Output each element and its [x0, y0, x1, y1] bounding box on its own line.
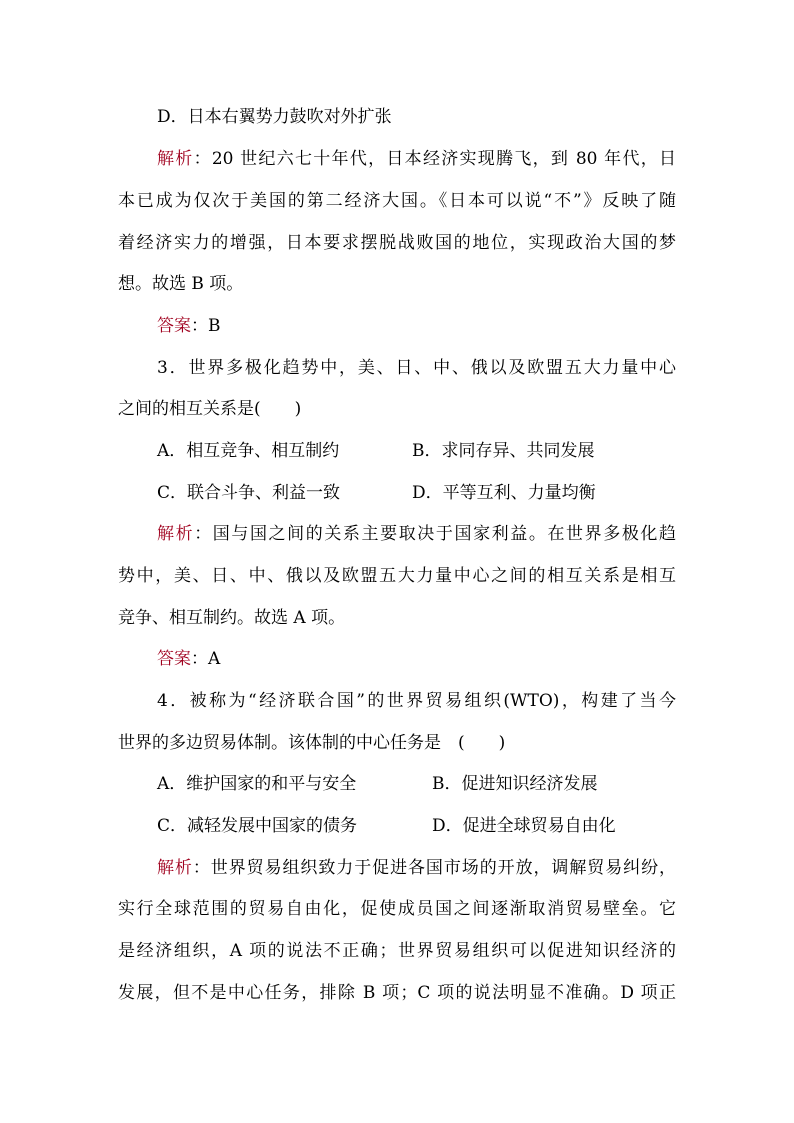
q2-analysis-line-1: 解析：20 世纪六七十年代，日本经济实现腾飞，到 80 年代，日: [157, 149, 676, 169]
q3-option-a: A．相互竞争、相互制约: [157, 441, 340, 461]
q3-answer-value: ：A: [191, 649, 221, 669]
q4-option-c: C．减轻发展中国家的债务: [157, 816, 358, 836]
q2-analysis-label: 解析: [157, 149, 194, 169]
q4-stem-line-2: 世界的多边贸易体制。该体制的中心任务是 ( ): [118, 733, 506, 753]
q2-answer-value: ：B: [191, 316, 221, 336]
q3-option-d: D．平等互利、力量均衡: [412, 483, 596, 503]
q4-stem-line-1: 4．被称为“经济联合国”的世界贸易组织(WTO)，构建了当今: [157, 691, 676, 711]
q4-option-d: D．促进全球贸易自由化: [432, 816, 616, 836]
q3-stem-line-2: 之间的相互关系是( ): [118, 399, 302, 419]
q3-analysis-line-3: 竞争、相互制约。故选 A 项。: [118, 608, 346, 628]
q2-analysis-line-3: 着经济实力的增强，日本要求摆脱战败国的地位，实现政治大国的梦: [118, 233, 676, 253]
q4-option-a: A．维护国家的和平与安全: [157, 774, 357, 794]
q2-answer: [157, 314, 221, 338]
q3-option-c: C．联合斗争、利益一致: [157, 483, 341, 503]
q3-stem-line-1: 3．世界多极化趋势中，美、日、中、俄以及欧盟五大力量中心: [157, 358, 676, 378]
q4-option-b: B．促进知识经济发展: [432, 774, 598, 794]
q4-analysis-line-1: 解析：世界贸易组织致力于促进各国市场的开放，调解贸易纠纷，: [157, 858, 676, 878]
q3-option-b: B．求同存异、共同发展: [412, 441, 595, 461]
q4-analysis-label: 解析: [157, 858, 193, 878]
q3-analysis-label: 解析: [157, 524, 195, 544]
q3-analysis-line-1: 解析：国与国之间的关系主要取决于国家利益。在世界多极化趋: [157, 524, 676, 544]
q4-analysis-line-4: 发展，但不是中心任务，排除 B 项；C 项的说法明显不准确。D 项正: [118, 983, 676, 1003]
q3-answer-label: 答案: [157, 649, 191, 669]
q2-analysis-line-4: 想。故选 B 项。: [118, 274, 244, 294]
q4-analysis-line-3: 是经济组织，A 项的说法不正确；世界贸易组织可以促进知识经济的: [118, 941, 676, 961]
q2-answer-label: 答案: [157, 316, 191, 336]
q2-analysis-line-2: 本已成为仅次于美国的第二经济大国。《日本可以说“不”》反映了随: [118, 191, 676, 211]
q3-answer: [157, 647, 220, 671]
q3-analysis-line-2: 势中，美、日、中、俄以及欧盟五大力量中心之间的相互关系是相互: [118, 566, 676, 586]
q4-analysis-line-2: 实行全球范围的贸易自由化，促使成员国之间逐渐取消贸易壁垒。它: [118, 899, 676, 919]
q2-option-d: D．日本右翼势力鼓吹对外扩张: [157, 107, 392, 127]
